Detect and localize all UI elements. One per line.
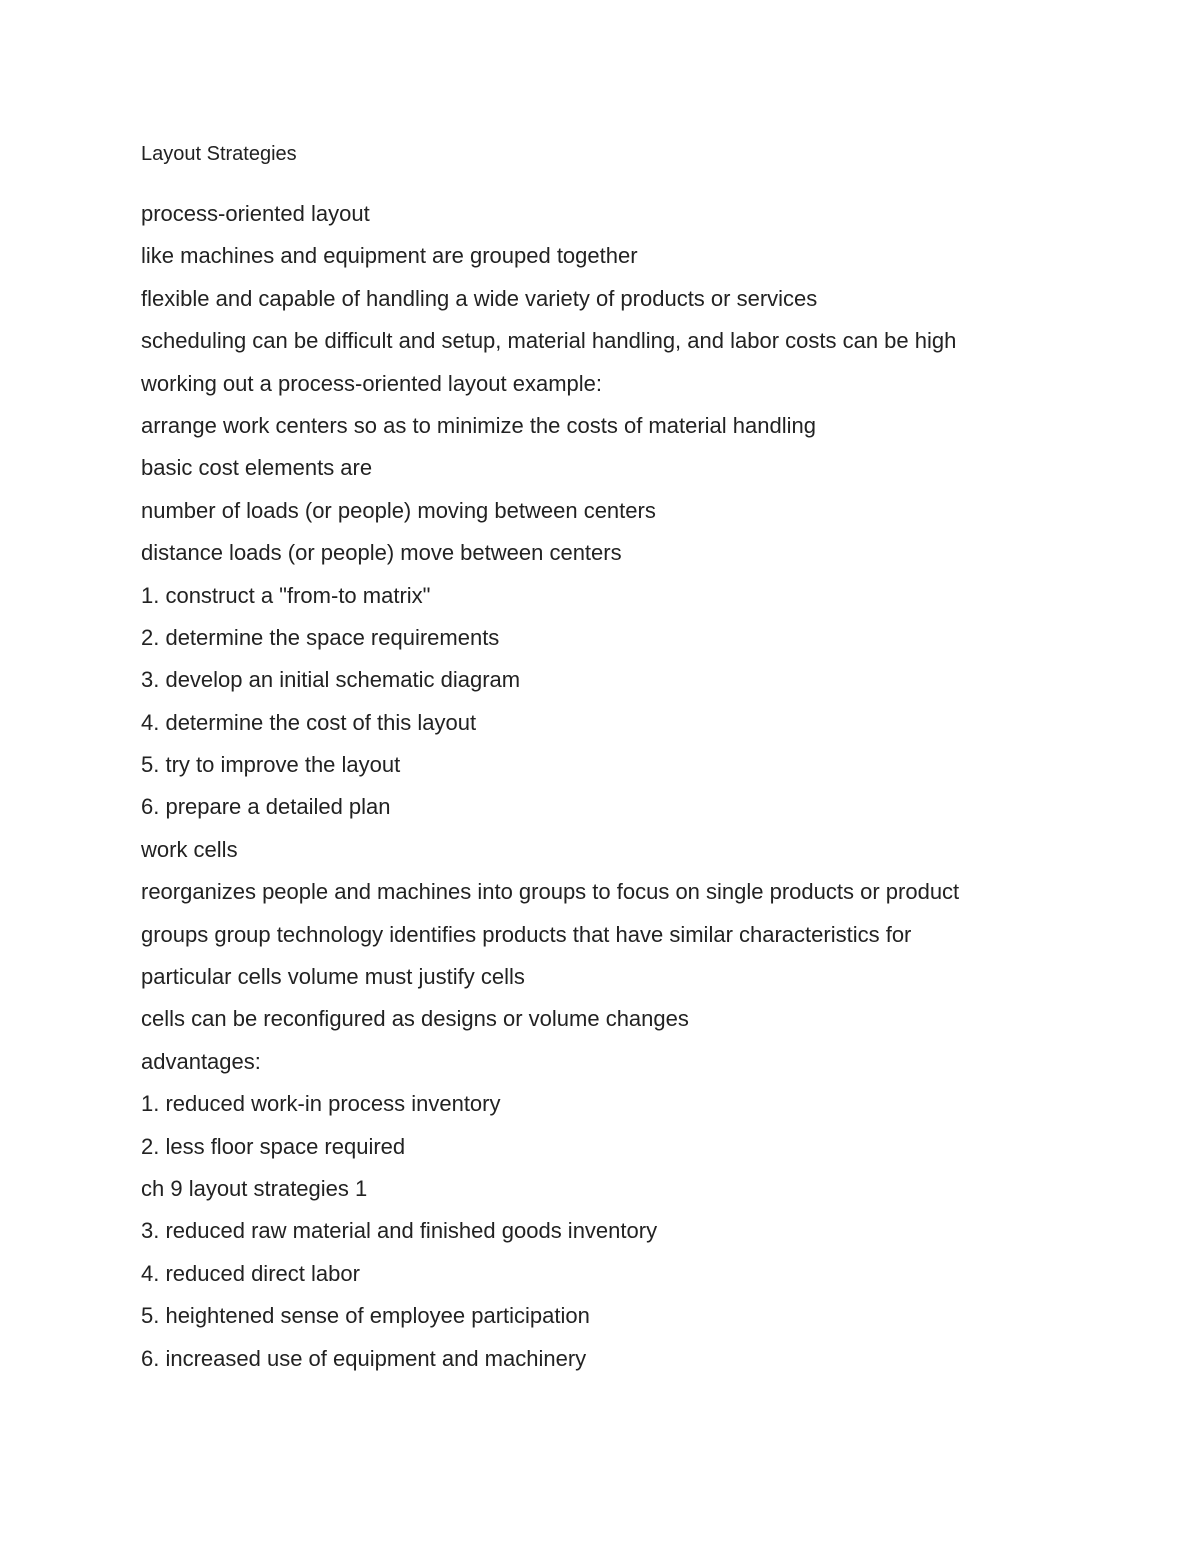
text-line: 3. reduced raw material and finished goods inventory: [141, 1218, 658, 1244]
text-line: particular cells volume must justify cells: [141, 964, 525, 990]
text-line: arrange work centers so as to minimize the costs of material handling: [141, 412, 816, 438]
document-body: [141, 198, 959, 1385]
text-line: cells can be reconfigured as designs or volume changes: [141, 1006, 689, 1032]
text-line: work cells: [141, 836, 238, 862]
text-line: flexible and capable of handling a wide variety of products or services: [141, 285, 818, 311]
text-line: advantages:: [141, 1048, 261, 1074]
text-line: reorganizes people and machines into groups to focus on single products or product: [141, 879, 960, 905]
text-line: 1. construct a "from-to matrix": [141, 582, 431, 608]
text-line: 3. develop an initial schematic diagram: [141, 667, 521, 693]
text-line: 1. reduced work-in process inventory: [141, 1091, 501, 1117]
text-line: groups group technology identifies products that have similar characteristics for: [141, 921, 912, 947]
text-line: 4. determine the cost of this layout: [141, 709, 477, 735]
document-title: Layout Strategies: [141, 143, 297, 165]
text-line: 6. prepare a detailed plan: [141, 794, 391, 820]
text-line: basic cost elements are: [141, 455, 373, 481]
text-line: working out a process-oriented layout example:: [141, 370, 603, 396]
text-line: ch 9 layout strategies 1: [141, 1175, 368, 1201]
text-line: process-oriented layout: [141, 201, 370, 226]
text-line: like machines and equipment are grouped together: [141, 243, 638, 269]
text-line: distance loads (or people) move between centers: [141, 540, 622, 566]
text-line: 2. determine the space requirements: [141, 624, 500, 650]
text-line: number of loads (or people) moving between centers: [141, 497, 656, 523]
text-line: scheduling can be difficult and setup, material handling, and labor costs can be high: [141, 328, 957, 354]
text-line: 5. try to improve the layout: [141, 752, 401, 778]
text-line: 6. increased use of equipment and machinery: [141, 1345, 587, 1371]
text-line: 5. heightened sense of employee participation: [141, 1303, 590, 1329]
text-line: 2. less floor space required: [141, 1133, 406, 1159]
text-line: 4. reduced direct labor: [141, 1260, 360, 1286]
